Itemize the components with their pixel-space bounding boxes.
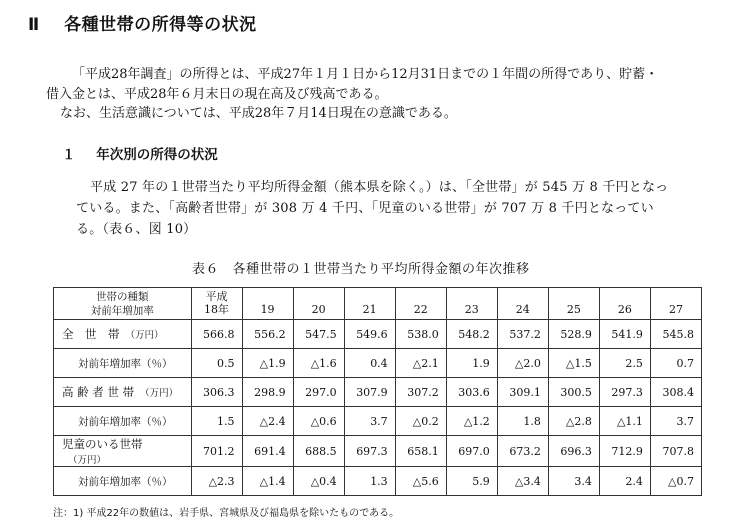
rate-cell: 3.4: [548, 467, 599, 496]
table-footnote: 注：1) 平成22年の数値は、岩手県、宮城県及び福島県を除いたものである。: [53, 508, 400, 519]
year-header: 21: [344, 288, 395, 320]
amount-cell: 566.8: [191, 320, 242, 349]
amount-cell: 300.5: [548, 378, 599, 407]
unit-label: （万円）: [68, 455, 107, 466]
intro-line-1: 「平成28年調査」の所得とは、平成27年１月１日から12月31日までの１年間の所得であり、貯蓄・: [72, 67, 659, 82]
rate-cell: △1.1: [599, 407, 650, 436]
row-label: [54, 320, 192, 349]
amount-cell: 691.4: [242, 436, 293, 467]
rate-cell: △2.3: [191, 467, 242, 496]
intro-line-2: 借入金とは、平成28年６月末日の現在高及び残高である。: [46, 87, 388, 102]
amount-cell: 548.2: [446, 320, 497, 349]
body-line-3: る。（表６、図 10）: [76, 222, 197, 237]
intro-line-3: なお、生活意識については、平成28年７月14日現在の意識である。: [60, 106, 457, 121]
rate-cell: △1.5: [548, 349, 599, 378]
rate-cell: △1.4: [242, 467, 293, 496]
chapter-number: Ⅱ: [28, 15, 40, 35]
table-row-rate: [54, 467, 702, 496]
chapter-title: 各種世帯の所得等の状況: [64, 15, 257, 35]
rate-cell: △1.9: [242, 349, 293, 378]
amount-cell: 303.6: [446, 378, 497, 407]
table-row-amount: [54, 320, 702, 349]
year-header: 24: [497, 288, 548, 320]
amount-cell: 556.2: [242, 320, 293, 349]
amount-cell: 697.3: [344, 436, 395, 467]
rate-cell: △1.2: [446, 407, 497, 436]
body-line-2: ている。また、「高齢者世帯」が 308 万 4 千円、「児童のいる世帯」が 707 万 8 千円となってい: [76, 201, 654, 216]
amount-cell: 545.8: [650, 320, 701, 349]
rate-cell: △0.2: [395, 407, 446, 436]
corner-line-1: 世帯の種類: [96, 290, 149, 303]
year-header-era: 平成: [205, 290, 228, 303]
amount-cell: 696.3: [548, 436, 599, 467]
amount-cell: 701.2: [191, 436, 242, 467]
amount-cell: 297.0: [293, 378, 344, 407]
unit-label: （万円）: [140, 388, 179, 399]
rate-cell: △1.6: [293, 349, 344, 378]
table-row-rate: [54, 407, 702, 436]
rate-label: 対前年増加率（％）: [72, 467, 191, 496]
amount-cell: 306.3: [191, 378, 242, 407]
amount-cell: 307.2: [395, 378, 446, 407]
rate-label: 対前年増加率（％）: [72, 407, 191, 436]
rate-cell: 0.5: [191, 349, 242, 378]
rate-cell: 3.7: [344, 407, 395, 436]
amount-cell: 712.9: [599, 436, 650, 467]
body-line-1: 平成 27 年の１世帯当たり平均所得金額（熊本県を除く。）は、「全世帯」が 545 万 8 千円となっ: [90, 180, 669, 195]
table-row-amount: [54, 436, 702, 467]
year-header: [191, 288, 242, 320]
amount-cell: 307.9: [344, 378, 395, 407]
row-label: [54, 436, 192, 467]
indent-cell: [54, 407, 73, 436]
rate-cell: 5.9: [446, 467, 497, 496]
rate-cell: 2.4: [599, 467, 650, 496]
rate-cell: △2.1: [395, 349, 446, 378]
rate-cell: △2.4: [242, 407, 293, 436]
amount-cell: 688.5: [293, 436, 344, 467]
household-type: 高 齢 者 世 帯: [62, 385, 135, 399]
year-header: 23: [446, 288, 497, 320]
amount-cell: 537.2: [497, 320, 548, 349]
rate-cell: △0.6: [293, 407, 344, 436]
amount-cell: 697.0: [446, 436, 497, 467]
amount-cell: 309.1: [497, 378, 548, 407]
row-label: [54, 378, 192, 407]
amount-cell: 547.5: [293, 320, 344, 349]
rate-cell: △5.6: [395, 467, 446, 496]
rate-cell: △0.4: [293, 467, 344, 496]
year-header: 27: [650, 288, 701, 320]
table-corner-header: [54, 288, 192, 320]
table-caption: 表６ 各種世帯の１世帯当たり平均所得金額の年次推移: [192, 262, 530, 277]
income-table: [53, 287, 702, 496]
amount-cell: 538.0: [395, 320, 446, 349]
section-number: １: [62, 147, 76, 163]
section-title: 年次別の所得の状況: [96, 147, 218, 163]
household-type: 児童のいる世帯: [62, 437, 143, 451]
year-header: 22: [395, 288, 446, 320]
amount-cell: 541.9: [599, 320, 650, 349]
year-header-first: 18年: [204, 303, 230, 316]
table-row-rate: [54, 349, 702, 378]
amount-cell: 298.9: [242, 378, 293, 407]
unit-label: （万円）: [125, 330, 164, 341]
year-header: 20: [293, 288, 344, 320]
table-row-amount: [54, 378, 702, 407]
chapter-heading: [28, 10, 257, 35]
rate-cell: 1.8: [497, 407, 548, 436]
rate-cell: 0.4: [344, 349, 395, 378]
amount-cell: 673.2: [497, 436, 548, 467]
rate-cell: 2.5: [599, 349, 650, 378]
amount-cell: 308.4: [650, 378, 701, 407]
rate-cell: △0.7: [650, 467, 701, 496]
rate-cell: 1.9: [446, 349, 497, 378]
rate-cell: △2.8: [548, 407, 599, 436]
rate-cell: 3.7: [650, 407, 701, 436]
indent-cell: [54, 349, 73, 378]
indent-cell: [54, 467, 73, 496]
rate-cell: △3.4: [497, 467, 548, 496]
year-header: 25: [548, 288, 599, 320]
amount-cell: 549.6: [344, 320, 395, 349]
household-type: 全 世 帯: [62, 327, 120, 341]
amount-cell: 528.9: [548, 320, 599, 349]
amount-cell: 658.1: [395, 436, 446, 467]
rate-label: 対前年増加率（％）: [72, 349, 191, 378]
rate-cell: 0.7: [650, 349, 701, 378]
year-header: 26: [599, 288, 650, 320]
rate-cell: 1.3: [344, 467, 395, 496]
amount-cell: 297.3: [599, 378, 650, 407]
table-header-row: [54, 288, 702, 320]
year-header: 19: [242, 288, 293, 320]
corner-line-2: 対前年増加率: [90, 304, 154, 317]
amount-cell: 707.8: [650, 436, 701, 467]
rate-cell: △2.0: [497, 349, 548, 378]
rate-cell: 1.5: [191, 407, 242, 436]
section-heading: [62, 143, 218, 163]
